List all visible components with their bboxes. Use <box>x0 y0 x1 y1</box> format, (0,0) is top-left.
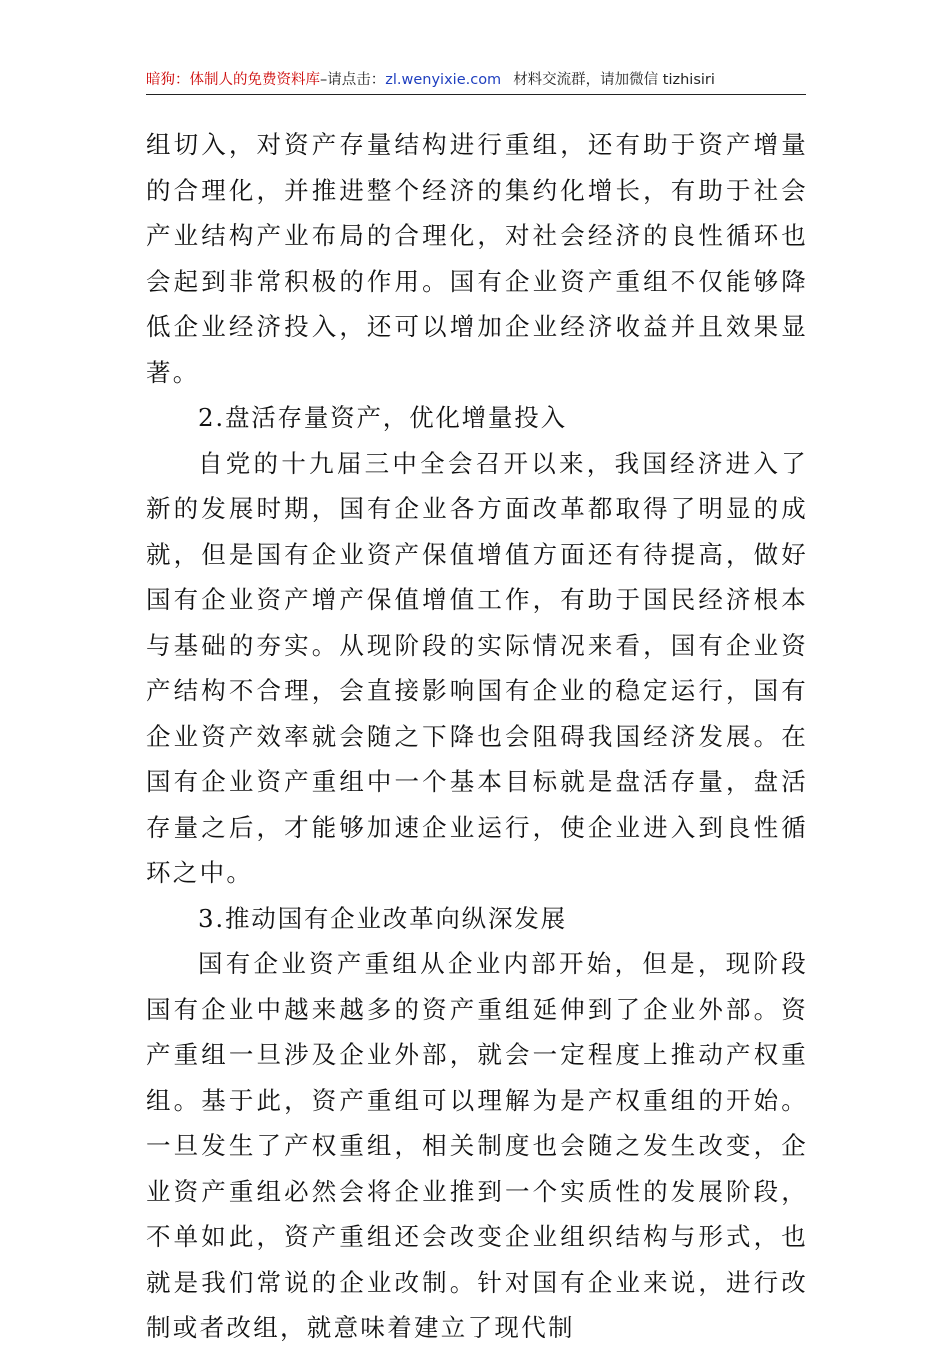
page-header <box>146 66 806 95</box>
section-heading-3: 3.推动国有企业改革向纵深发展 <box>198 903 567 933</box>
header-brand: 暗狗：体制人的免费资料库 <box>146 72 320 88</box>
header-link[interactable]: zl.wenyixie.com <box>385 72 502 88</box>
paragraph-3: 国有企业资产重组从企业内部开始，但是，现阶段国有企业中越来越多的资产重组延伸到了企业外部。资产重组一旦涉及企业外部，就会一定程度上推动产权重组。基于此，资产重组可以理解为是产权重组的开始。一旦发生了产权重组，相关制度也会随之发生改变，企业资产重组必然会将企业推到一个实质性的发展阶段，不单如此，资产重组还会改变企业组织结构与形式，也就是我们常说的企业改制。针对国有企业来说，进行改制或者改组，就意味着建立了现代制 <box>146 949 808 1342</box>
header-link-prefix: –请点击： <box>320 72 386 88</box>
paragraph-1: 组切入，对资产存量结构进行重组，还有助于资产增量的合理化，并推进整个经济的集约化增长，有助于社会产业结构产业布局的合理化，对社会经济的良性循环也会起到非常积极的作用。国有企业资产重组不仅能够降低企业经济投入，还可以增加企业经济收益并且效果显著。 <box>146 130 808 387</box>
section-heading-2: 2.盘活存量资产，优化增量投入 <box>198 403 567 432</box>
paragraph-2: 自党的十九届三中全会召开以来，我国经济进入了新的发展时期，国有企业各方面改革都取得了明显的成就，但是国有企业资产保值增值方面还有待提高，做好国有企业资产增产保值增值工作，有助于国民经济根本与基础的夯实。从现阶段的实际情况来看，国有企业资产结构不合理，会直接影响国有企业的稳定运行，国有企业资产效率就会随之下降也会阻碍我国经济发展。在国有企业资产重组中一个基本目标就是盘活存量，盘活存量之后，才能够加速企业运行，使企业进入到良性循环之中。 <box>146 448 808 887</box>
document-body <box>146 122 808 1351</box>
header-contact: 材料交流群，请加微信 tizhisiri <box>513 72 715 88</box>
